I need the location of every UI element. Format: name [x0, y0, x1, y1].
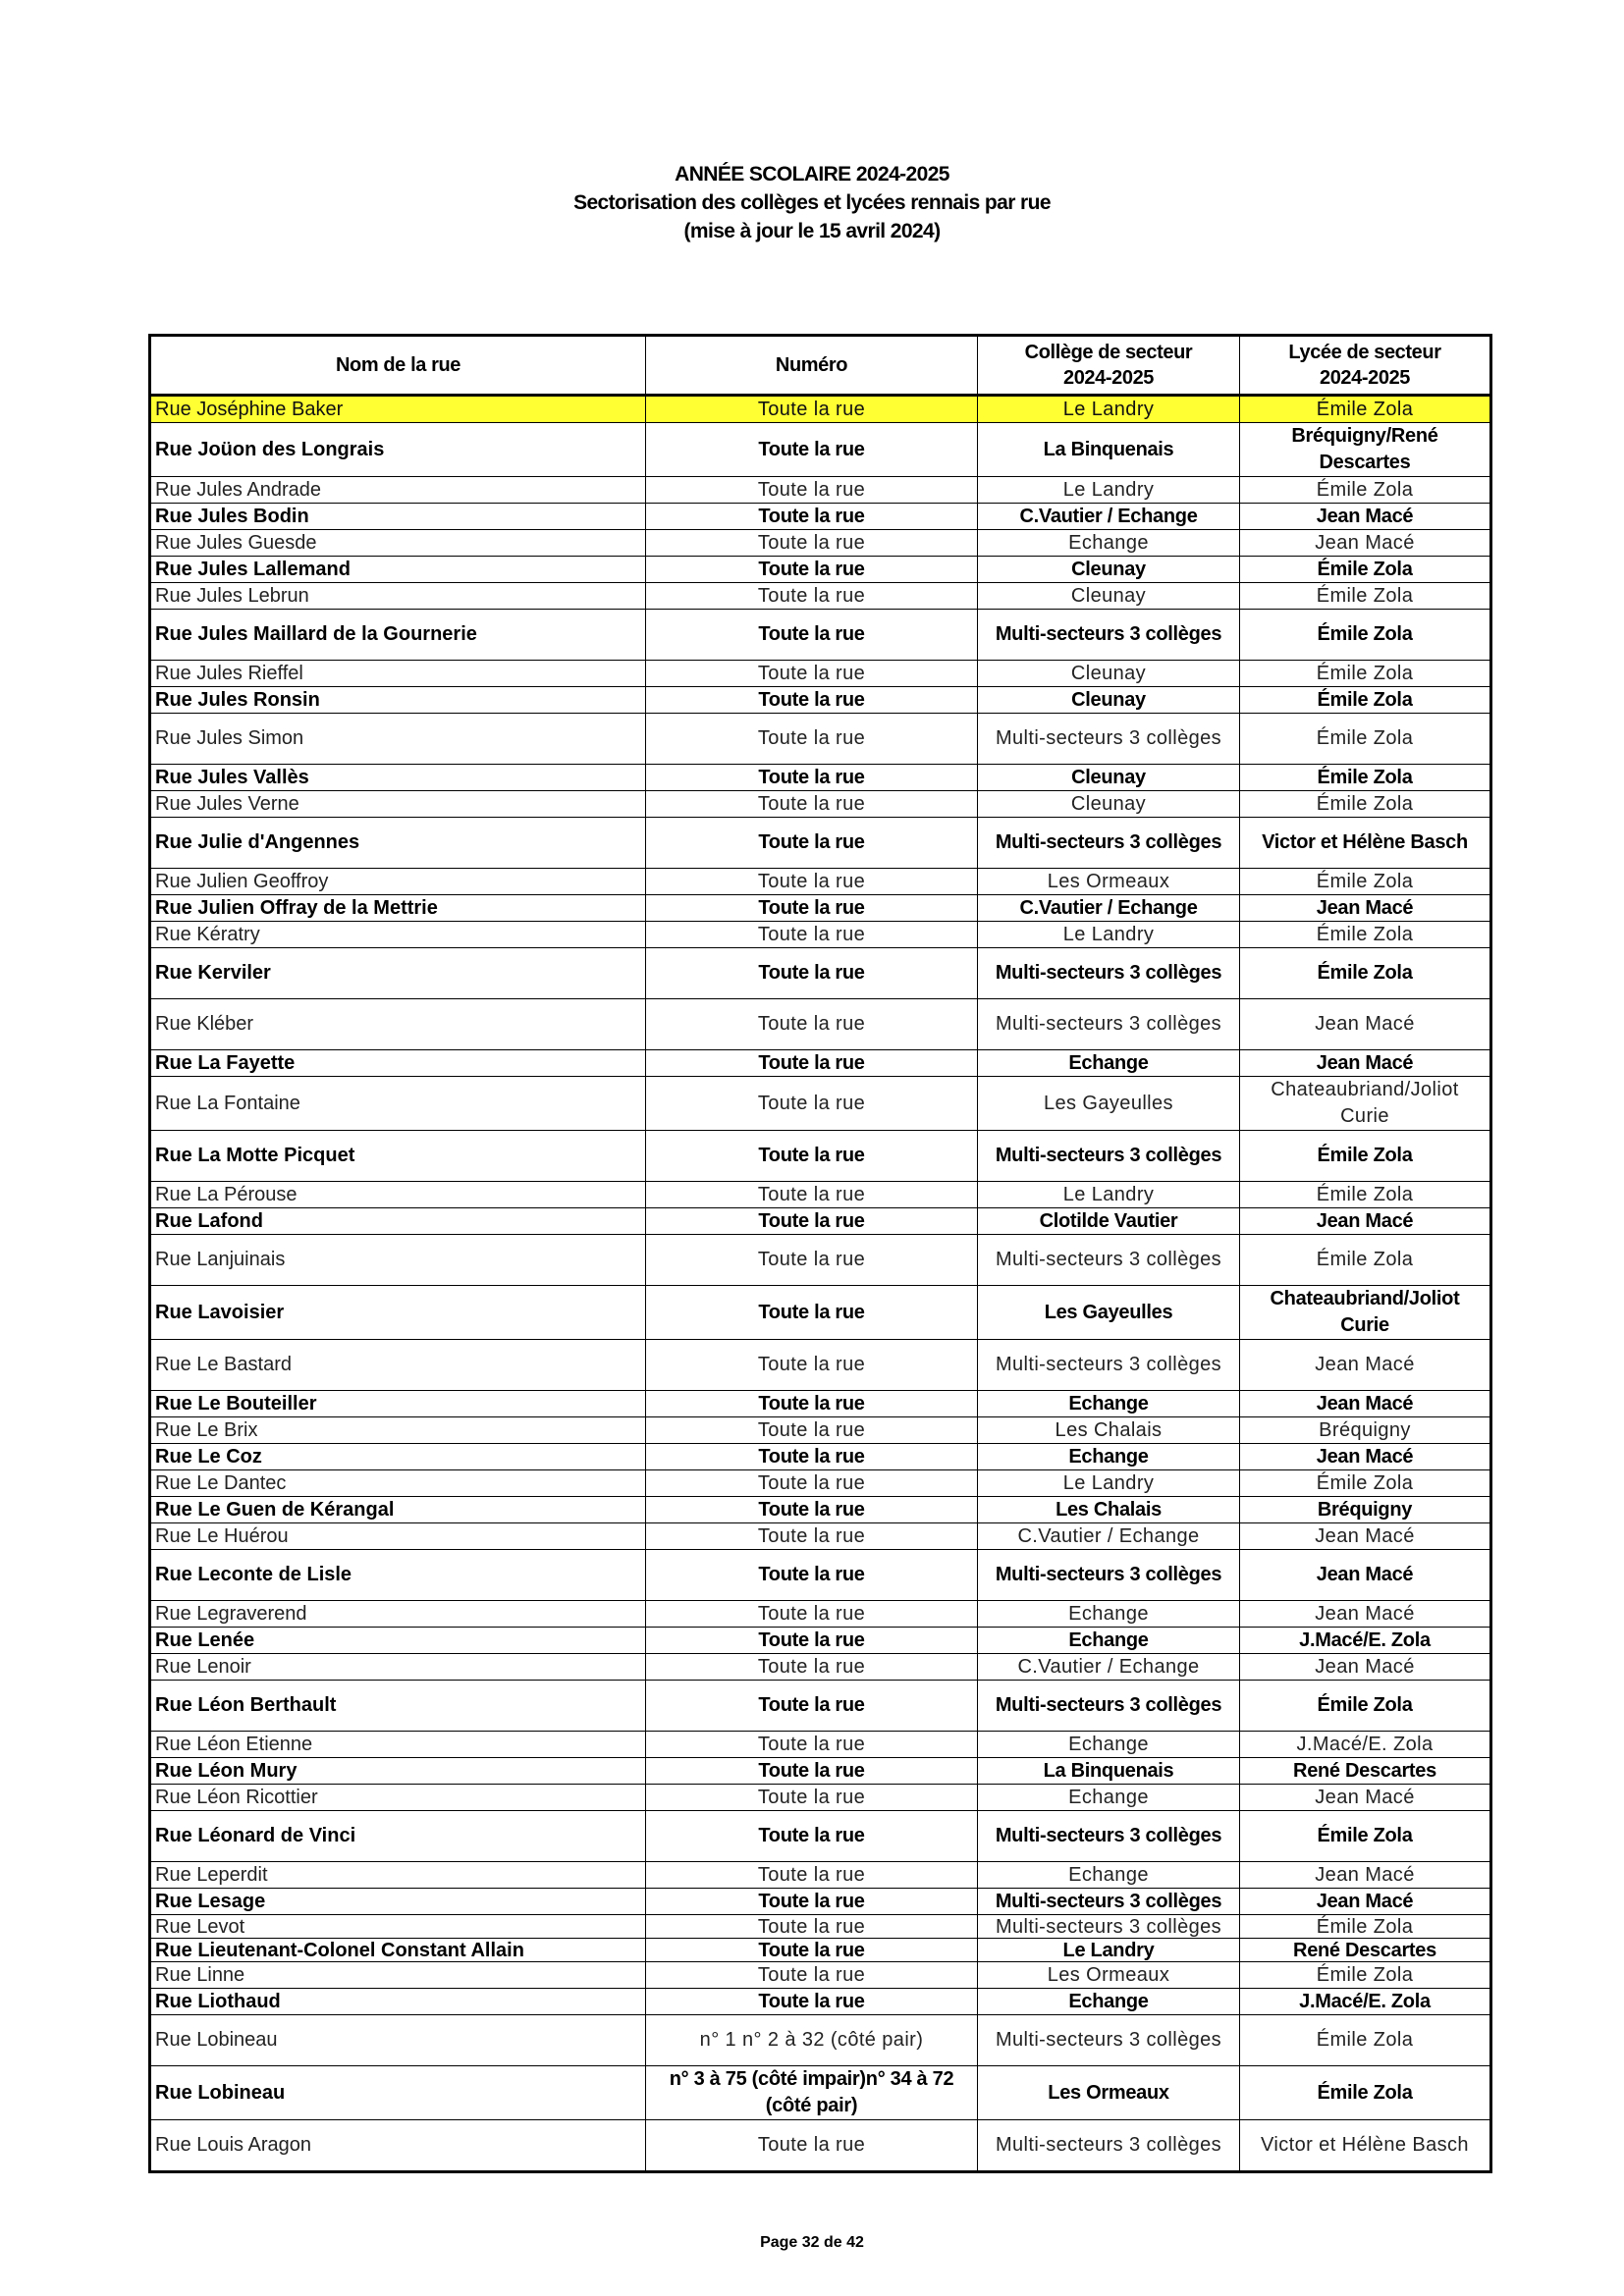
- cell-rue: Rue Jules Guesde: [150, 530, 646, 557]
- cell-numero: Toute la rue: [646, 530, 978, 557]
- cell-college: Echange: [978, 1628, 1240, 1654]
- cell-college: Echange: [978, 1785, 1240, 1811]
- cell-lycee: Jean Macé: [1240, 1654, 1491, 1681]
- cell-college: Multi-secteurs 3 collèges: [978, 1915, 1240, 1939]
- cell-rue: Rue Jules Ronsin: [150, 687, 646, 714]
- column-header-numero: Numéro: [646, 336, 978, 396]
- cell-numero: Toute la rue: [646, 1550, 978, 1601]
- table-row: [150, 1811, 1491, 1862]
- cell-college: Cleunay: [978, 661, 1240, 687]
- column-header-rue: Nom de la rue: [150, 336, 646, 396]
- header-school-year: ANNÉE SCOLAIRE 2024-2025: [675, 163, 949, 186]
- cell-rue: Rue Le Dantec: [150, 1470, 646, 1497]
- cell-rue: Rue Léon Berthault: [150, 1681, 646, 1732]
- document-header: [0, 160, 1624, 245]
- cell-numero: Toute la rue: [646, 1340, 978, 1391]
- table-row: [150, 1523, 1491, 1550]
- cell-lycee: Chateaubriand/Joliot Curie: [1240, 1077, 1491, 1131]
- cell-college: Multi-secteurs 3 collèges: [978, 1131, 1240, 1182]
- cell-numero: Toute la rue: [646, 2120, 978, 2172]
- cell-lycee: Émile Zola: [1240, 1131, 1491, 1182]
- cell-rue: Rue Le Coz: [150, 1444, 646, 1470]
- cell-rue: Rue Jules Lebrun: [150, 583, 646, 610]
- cell-lycee: Émile Zola: [1240, 661, 1491, 687]
- cell-lycee: Jean Macé: [1240, 1601, 1491, 1628]
- cell-rue: Rue Kléber: [150, 999, 646, 1050]
- cell-numero: Toute la rue: [646, 1131, 978, 1182]
- cell-lycee: Émile Zola: [1240, 1811, 1491, 1862]
- cell-rue: Rue Le Brix: [150, 1417, 646, 1444]
- cell-college: Le Landry: [978, 396, 1240, 423]
- cell-numero: Toute la rue: [646, 791, 978, 818]
- cell-college: La Binquenais: [978, 423, 1240, 477]
- table-row: [150, 2015, 1491, 2066]
- table-row: [150, 765, 1491, 791]
- cell-lycee: Émile Zola: [1240, 687, 1491, 714]
- table-row: [150, 1758, 1491, 1785]
- cell-college: Multi-secteurs 3 collèges: [978, 1550, 1240, 1601]
- cell-college: Cleunay: [978, 791, 1240, 818]
- cell-numero: Toute la rue: [646, 1497, 978, 1523]
- cell-rue: Rue La Motte Picquet: [150, 1131, 646, 1182]
- table-row: [150, 1732, 1491, 1758]
- table-row: [150, 687, 1491, 714]
- cell-college: Echange: [978, 1444, 1240, 1470]
- table-row: [150, 1889, 1491, 1915]
- cell-rue: Rue Jules Simon: [150, 714, 646, 765]
- cell-lycee: Émile Zola: [1240, 2066, 1491, 2120]
- cell-numero: Toute la rue: [646, 948, 978, 999]
- cell-numero: Toute la rue: [646, 1862, 978, 1889]
- cell-numero: Toute la rue: [646, 557, 978, 583]
- cell-college: Multi-secteurs 3 collèges: [978, 818, 1240, 869]
- table-row: [150, 504, 1491, 530]
- cell-college: Les Ormeaux: [978, 1962, 1240, 1989]
- cell-college: Le Landry: [978, 1939, 1240, 1962]
- cell-numero: Toute la rue: [646, 1470, 978, 1497]
- cell-numero: Toute la rue: [646, 661, 978, 687]
- cell-numero: Toute la rue: [646, 1050, 978, 1077]
- cell-lycee: Bréquigny/René Descartes: [1240, 423, 1491, 477]
- table-row: [150, 1182, 1491, 1208]
- cell-college: Multi-secteurs 3 collèges: [978, 999, 1240, 1050]
- cell-numero: Toute la rue: [646, 1235, 978, 1286]
- cell-lycee: René Descartes: [1240, 1758, 1491, 1785]
- table-row: [150, 477, 1491, 504]
- column-header-college-line1: Collège de secteur: [1024, 342, 1193, 363]
- table-row: [150, 1497, 1491, 1523]
- cell-rue: Rue Jules Rieffel: [150, 661, 646, 687]
- cell-lycee: Jean Macé: [1240, 895, 1491, 922]
- table-row: [150, 791, 1491, 818]
- cell-numero: Toute la rue: [646, 999, 978, 1050]
- cell-lycee: Jean Macé: [1240, 530, 1491, 557]
- table-row: [150, 1915, 1491, 1939]
- cell-college: Le Landry: [978, 1470, 1240, 1497]
- column-header-lycee-line2: 2024-2025: [1319, 367, 1411, 389]
- cell-lycee: Émile Zola: [1240, 1962, 1491, 1989]
- cell-rue: Rue Léon Mury: [150, 1758, 646, 1785]
- table-row: [150, 396, 1491, 423]
- cell-lycee: Jean Macé: [1240, 1050, 1491, 1077]
- table-header-row: [150, 336, 1491, 396]
- cell-college: C.Vautier / Echange: [978, 504, 1240, 530]
- table-body: [150, 396, 1491, 2172]
- cell-numero: Toute la rue: [646, 1182, 978, 1208]
- table-row: [150, 1939, 1491, 1962]
- cell-rue: Rue Liothaud: [150, 1989, 646, 2015]
- cell-college: Echange: [978, 1601, 1240, 1628]
- cell-numero: Toute la rue: [646, 1208, 978, 1235]
- cell-lycee: Émile Zola: [1240, 2015, 1491, 2066]
- cell-college: Les Ormeaux: [978, 869, 1240, 895]
- cell-college: Multi-secteurs 3 collèges: [978, 1889, 1240, 1915]
- cell-lycee: Émile Zola: [1240, 583, 1491, 610]
- table-row: [150, 1962, 1491, 1989]
- cell-numero: Toute la rue: [646, 423, 978, 477]
- cell-numero: Toute la rue: [646, 869, 978, 895]
- cell-numero: Toute la rue: [646, 818, 978, 869]
- cell-lycee: J.Macé/E. Zola: [1240, 1732, 1491, 1758]
- table-row: [150, 423, 1491, 477]
- table-row: [150, 869, 1491, 895]
- cell-college: Les Gayeulles: [978, 1286, 1240, 1340]
- cell-numero: Toute la rue: [646, 1417, 978, 1444]
- table-row: [150, 583, 1491, 610]
- table-row: [150, 1550, 1491, 1601]
- cell-numero: Toute la rue: [646, 1391, 978, 1417]
- cell-lycee: J.Macé/E. Zola: [1240, 1989, 1491, 2015]
- cell-college: Les Ormeaux: [978, 2066, 1240, 2120]
- cell-numero: Toute la rue: [646, 1962, 978, 1989]
- cell-college: Multi-secteurs 3 collèges: [978, 1340, 1240, 1391]
- cell-rue: Rue Lenoir: [150, 1654, 646, 1681]
- column-header-lycee-line1: Lycée de secteur: [1288, 342, 1441, 363]
- page-number: Page 32 de 42: [760, 2234, 864, 2251]
- table-row: [150, 948, 1491, 999]
- cell-rue: Rue Leconte de Lisle: [150, 1550, 646, 1601]
- cell-rue: Rue Jules Verne: [150, 791, 646, 818]
- cell-rue: Rue Julien Offray de la Mettrie: [150, 895, 646, 922]
- cell-numero: Toute la rue: [646, 1077, 978, 1131]
- cell-lycee: Bréquigny: [1240, 1497, 1491, 1523]
- cell-college: Les Gayeulles: [978, 1077, 1240, 1131]
- column-header-lycee: [1240, 336, 1491, 396]
- cell-college: Le Landry: [978, 922, 1240, 948]
- cell-lycee: Jean Macé: [1240, 1444, 1491, 1470]
- cell-numero: Toute la rue: [646, 1654, 978, 1681]
- cell-lycee: Bréquigny: [1240, 1417, 1491, 1444]
- cell-lycee: Jean Macé: [1240, 504, 1491, 530]
- cell-numero: Toute la rue: [646, 1601, 978, 1628]
- cell-lycee: Émile Zola: [1240, 396, 1491, 423]
- cell-college: C.Vautier / Echange: [978, 895, 1240, 922]
- table-row: [150, 1785, 1491, 1811]
- cell-lycee: Jean Macé: [1240, 1208, 1491, 1235]
- cell-college: Multi-secteurs 3 collèges: [978, 714, 1240, 765]
- cell-numero: Toute la rue: [646, 504, 978, 530]
- cell-lycee: Émile Zola: [1240, 557, 1491, 583]
- cell-college: Les Chalais: [978, 1417, 1240, 1444]
- cell-numero: Toute la rue: [646, 687, 978, 714]
- cell-numero: Toute la rue: [646, 1286, 978, 1340]
- cell-numero: Toute la rue: [646, 765, 978, 791]
- table-row: [150, 895, 1491, 922]
- table-row: [150, 661, 1491, 687]
- cell-rue: Rue Lafond: [150, 1208, 646, 1235]
- cell-rue: Rue Jules Maillard de la Gournerie: [150, 610, 646, 661]
- cell-numero: Toute la rue: [646, 714, 978, 765]
- cell-rue: Rue Louis Aragon: [150, 2120, 646, 2172]
- cell-rue: Rue La Pérouse: [150, 1182, 646, 1208]
- cell-lycee: Émile Zola: [1240, 1182, 1491, 1208]
- cell-numero: Toute la rue: [646, 1811, 978, 1862]
- table-row: [150, 714, 1491, 765]
- cell-numero: Toute la rue: [646, 610, 978, 661]
- cell-lycee: Émile Zola: [1240, 869, 1491, 895]
- cell-rue: Rue Lobineau: [150, 2066, 646, 2120]
- cell-lycee: Jean Macé: [1240, 1523, 1491, 1550]
- cell-college: Cleunay: [978, 557, 1240, 583]
- cell-rue: Rue Jules Bodin: [150, 504, 646, 530]
- cell-numero: Toute la rue: [646, 1889, 978, 1915]
- cell-numero: n° 1 n° 2 à 32 (côté pair): [646, 2015, 978, 2066]
- table-row: [150, 557, 1491, 583]
- cell-college: C.Vautier / Echange: [978, 1523, 1240, 1550]
- cell-college: Les Chalais: [978, 1497, 1240, 1523]
- cell-rue: Rue Julien Geoffroy: [150, 869, 646, 895]
- cell-rue: Rue Julie d'Angennes: [150, 818, 646, 869]
- cell-college: Cleunay: [978, 765, 1240, 791]
- cell-lycee: Jean Macé: [1240, 1550, 1491, 1601]
- cell-lycee: Émile Zola: [1240, 1470, 1491, 1497]
- cell-lycee: Émile Zola: [1240, 922, 1491, 948]
- cell-rue: Rue Le Huérou: [150, 1523, 646, 1550]
- cell-college: Le Landry: [978, 1182, 1240, 1208]
- cell-rue: Rue Linne: [150, 1962, 646, 1989]
- table-row: [150, 1050, 1491, 1077]
- cell-rue: Rue Lieutenant-Colonel Constant Allain: [150, 1939, 646, 1962]
- table-row: [150, 1417, 1491, 1444]
- cell-college: Clotilde Vautier: [978, 1208, 1240, 1235]
- table-row: [150, 1340, 1491, 1391]
- table-row: [150, 1681, 1491, 1732]
- cell-lycee: Jean Macé: [1240, 1785, 1491, 1811]
- cell-college: Echange: [978, 1732, 1240, 1758]
- header-title: Sectorisation des collèges et lycées rennais par rue: [573, 191, 1051, 214]
- cell-lycee: Victor et Hélène Basch: [1240, 818, 1491, 869]
- cell-lycee: René Descartes: [1240, 1939, 1491, 1962]
- cell-numero: Toute la rue: [646, 895, 978, 922]
- cell-lycee: Émile Zola: [1240, 610, 1491, 661]
- cell-numero: Toute la rue: [646, 583, 978, 610]
- cell-lycee: Jean Macé: [1240, 1862, 1491, 1889]
- cell-numero: Toute la rue: [646, 922, 978, 948]
- cell-rue: Rue Lesage: [150, 1889, 646, 1915]
- cell-numero: Toute la rue: [646, 1939, 978, 1962]
- cell-rue: Rue Joséphine Baker: [150, 396, 646, 423]
- table-row: [150, 818, 1491, 869]
- cell-college: Cleunay: [978, 583, 1240, 610]
- cell-rue: Rue Legraverend: [150, 1601, 646, 1628]
- cell-rue: Rue Le Guen de Kérangal: [150, 1497, 646, 1523]
- cell-numero: Toute la rue: [646, 1785, 978, 1811]
- cell-rue: Rue Joüon des Longrais: [150, 423, 646, 477]
- cell-lycee: Émile Zola: [1240, 714, 1491, 765]
- cell-rue: Rue La Fontaine: [150, 1077, 646, 1131]
- cell-lycee: Chateaubriand/Joliot Curie: [1240, 1286, 1491, 1340]
- header-update-date: (mise à jour le 15 avril 2024): [683, 220, 941, 242]
- table-row: [150, 1208, 1491, 1235]
- cell-rue: Rue Léon Ricottier: [150, 1785, 646, 1811]
- cell-college: Multi-secteurs 3 collèges: [978, 1681, 1240, 1732]
- table-row: [150, 1077, 1491, 1131]
- cell-rue: Rue Leperdit: [150, 1862, 646, 1889]
- cell-lycee: Émile Zola: [1240, 791, 1491, 818]
- cell-college: Multi-secteurs 3 collèges: [978, 610, 1240, 661]
- cell-lycee: Jean Macé: [1240, 1391, 1491, 1417]
- cell-college: Echange: [978, 1391, 1240, 1417]
- cell-rue: Rue La Fayette: [150, 1050, 646, 1077]
- cell-rue: Rue Le Bouteiller: [150, 1391, 646, 1417]
- cell-numero: n° 3 à 75 (côté impair)n° 34 à 72 (côté pair): [646, 2066, 978, 2120]
- cell-rue: Rue Léonard de Vinci: [150, 1811, 646, 1862]
- cell-college: Multi-secteurs 3 collèges: [978, 2015, 1240, 2066]
- table-row: [150, 2066, 1491, 2120]
- cell-lycee: Jean Macé: [1240, 1889, 1491, 1915]
- table-row: [150, 1444, 1491, 1470]
- cell-college: C.Vautier / Echange: [978, 1654, 1240, 1681]
- table-row: [150, 2120, 1491, 2172]
- cell-numero: Toute la rue: [646, 1915, 978, 1939]
- cell-numero: Toute la rue: [646, 477, 978, 504]
- cell-lycee: Émile Zola: [1240, 477, 1491, 504]
- table-row: [150, 1628, 1491, 1654]
- table-row: [150, 1989, 1491, 2015]
- cell-lycee: J.Macé/E. Zola: [1240, 1628, 1491, 1654]
- cell-numero: Toute la rue: [646, 1444, 978, 1470]
- cell-college: Echange: [978, 1050, 1240, 1077]
- sectorisation-table: [148, 334, 1492, 2173]
- cell-rue: Rue Lobineau: [150, 2015, 646, 2066]
- cell-college: Multi-secteurs 3 collèges: [978, 948, 1240, 999]
- table-row: [150, 1601, 1491, 1628]
- column-header-college-line2: 2024-2025: [1062, 367, 1155, 389]
- table-row: [150, 1131, 1491, 1182]
- cell-numero: Toute la rue: [646, 1732, 978, 1758]
- cell-rue: Rue Kerviler: [150, 948, 646, 999]
- cell-college: Multi-secteurs 3 collèges: [978, 1235, 1240, 1286]
- table-row: [150, 1862, 1491, 1889]
- cell-numero: Toute la rue: [646, 1989, 978, 2015]
- table-row: [150, 530, 1491, 557]
- table-row: [150, 1286, 1491, 1340]
- cell-numero: Toute la rue: [646, 1523, 978, 1550]
- column-header-college: [978, 336, 1240, 396]
- cell-lycee: Jean Macé: [1240, 1340, 1491, 1391]
- cell-numero: Toute la rue: [646, 1628, 978, 1654]
- cell-numero: Toute la rue: [646, 1758, 978, 1785]
- cell-numero: Toute la rue: [646, 396, 978, 423]
- cell-rue: Rue Lavoisier: [150, 1286, 646, 1340]
- cell-rue: Rue Lanjuinais: [150, 1235, 646, 1286]
- cell-rue: Rue Léon Etienne: [150, 1732, 646, 1758]
- cell-rue: Rue Jules Andrade: [150, 477, 646, 504]
- cell-college: Echange: [978, 530, 1240, 557]
- cell-lycee: Émile Zola: [1240, 1235, 1491, 1286]
- cell-college: Echange: [978, 1989, 1240, 2015]
- cell-college: La Binquenais: [978, 1758, 1240, 1785]
- cell-college: Cleunay: [978, 687, 1240, 714]
- table-row: [150, 1391, 1491, 1417]
- cell-lycee: Émile Zola: [1240, 1681, 1491, 1732]
- cell-lycee: Émile Zola: [1240, 1915, 1491, 1939]
- table-row: [150, 1470, 1491, 1497]
- table-row: [150, 1235, 1491, 1286]
- cell-rue: Rue Jules Lallemand: [150, 557, 646, 583]
- table-row: [150, 610, 1491, 661]
- cell-rue: Rue Jules Vallès: [150, 765, 646, 791]
- cell-lycee: Victor et Hélène Basch: [1240, 2120, 1491, 2172]
- cell-rue: Rue Lenée: [150, 1628, 646, 1654]
- cell-lycee: Émile Zola: [1240, 765, 1491, 791]
- cell-rue: Rue Le Bastard: [150, 1340, 646, 1391]
- cell-college: Le Landry: [978, 477, 1240, 504]
- cell-rue: Rue Kératry: [150, 922, 646, 948]
- table-row: [150, 922, 1491, 948]
- cell-college: Multi-secteurs 3 collèges: [978, 1811, 1240, 1862]
- cell-college: Echange: [978, 1862, 1240, 1889]
- cell-numero: Toute la rue: [646, 1681, 978, 1732]
- table-row: [150, 1654, 1491, 1681]
- cell-college: Multi-secteurs 3 collèges: [978, 2120, 1240, 2172]
- cell-lycee: Émile Zola: [1240, 948, 1491, 999]
- table-row: [150, 999, 1491, 1050]
- cell-rue: Rue Levot: [150, 1915, 646, 1939]
- cell-lycee: Jean Macé: [1240, 999, 1491, 1050]
